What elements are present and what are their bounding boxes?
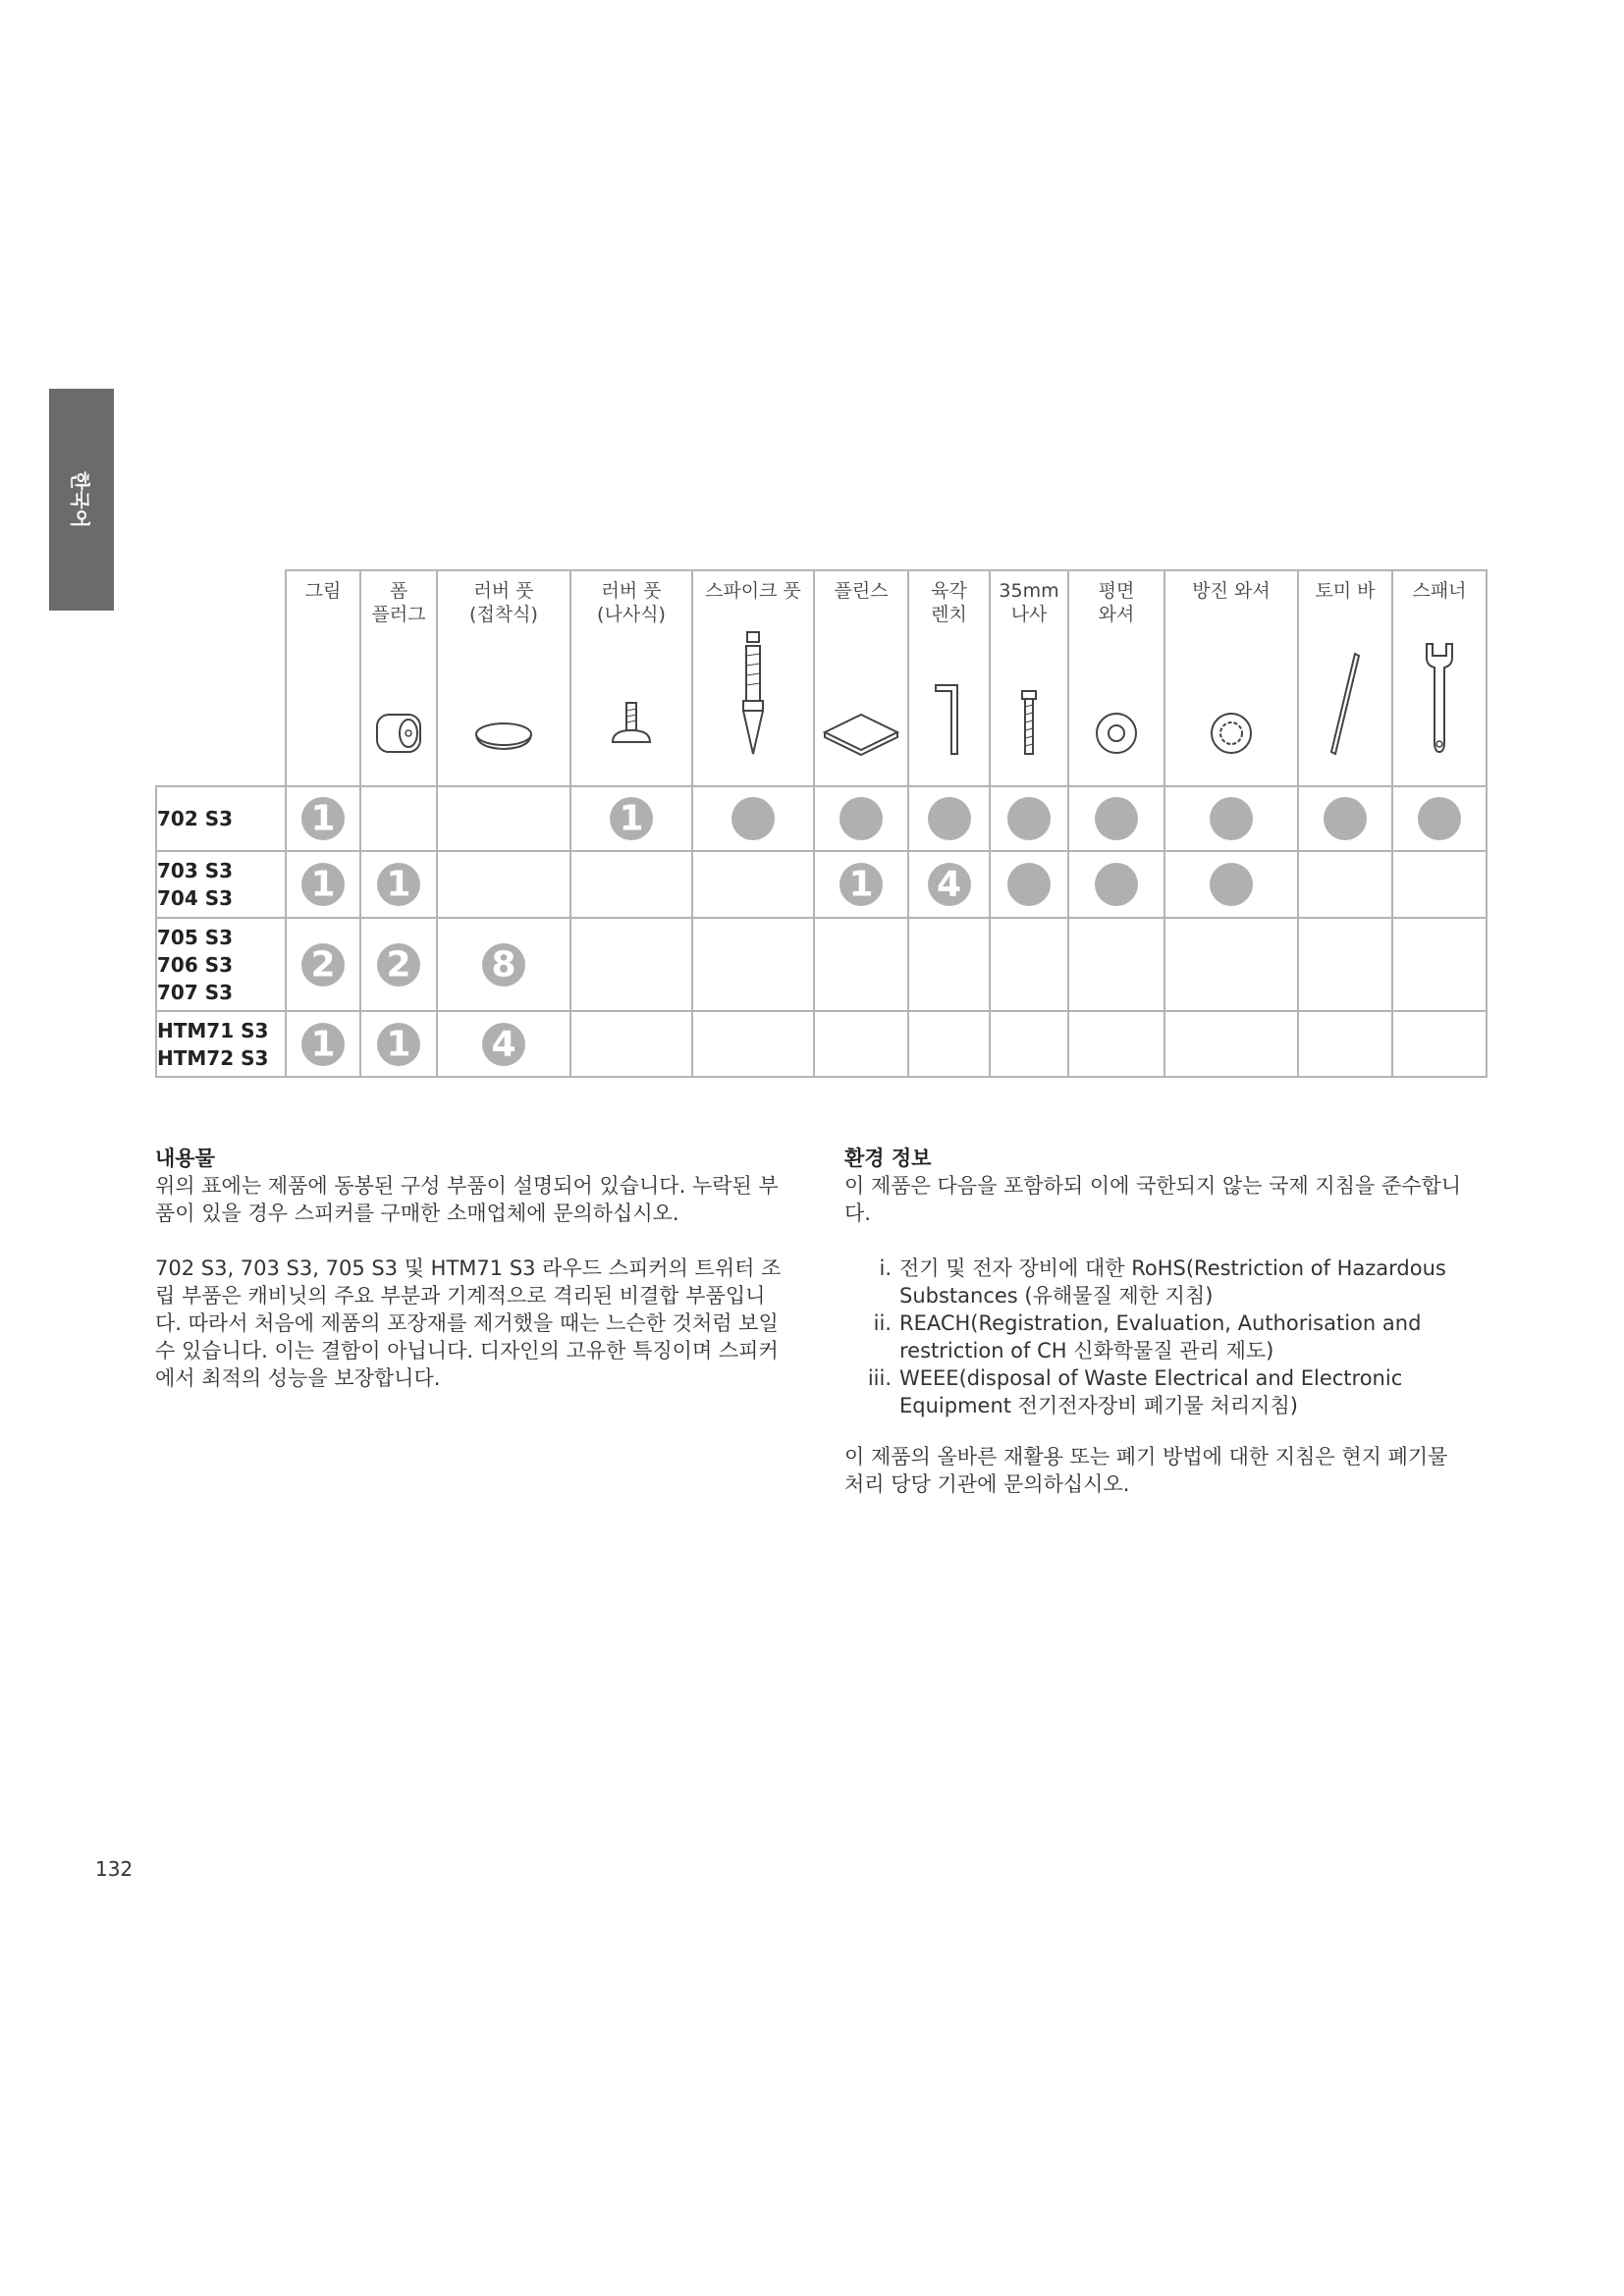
rubber-foot-screw-icon	[607, 699, 656, 758]
quantity-cell	[908, 851, 990, 918]
quantity-value: 4	[619, 864, 644, 905]
quantity-cell	[437, 1011, 570, 1077]
table-row	[156, 786, 1487, 851]
environment-title: 환경 정보	[844, 1147, 932, 1170]
screw-35mm-icon	[1014, 689, 1044, 758]
quantity-cell	[814, 918, 908, 1011]
parts-table-header-row	[156, 570, 1487, 786]
quantity-value: 1	[386, 864, 411, 905]
header-rubber-foot-screw: 러버 풋 (나사식)	[570, 570, 692, 786]
quantity-value: 4	[491, 1024, 516, 1064]
quantity-value: 8	[491, 944, 516, 985]
quantity-cell	[1164, 786, 1298, 851]
quantity-dot	[1095, 797, 1138, 840]
rubber-foot-adhesive-icon	[469, 719, 538, 758]
quantity-dot	[928, 797, 971, 840]
quantity-cell	[1392, 851, 1487, 918]
figure-number: 1	[310, 864, 336, 905]
environment-outro: 이 제품의 올바른 재활용 또는 폐기 방법에 대한 지침은 현지 폐기물 처리 당당 기관에 문의하십시오.	[844, 1445, 1448, 1496]
model-cell: HTM71 S3 HTM72 S3	[156, 1011, 286, 1077]
quantity-dot	[1095, 863, 1138, 906]
quantity-value: 4	[936, 864, 962, 905]
quantity-cell	[570, 918, 692, 1011]
environment-intro: 이 제품은 다음을 포함하되 이에 국한되지 않는 국제 지침을 준수합니다.	[844, 1174, 1462, 1225]
quantity-cell	[990, 918, 1068, 1011]
header-tommy-bar: 토미 바	[1298, 570, 1392, 786]
quantity-value: 1	[386, 1024, 411, 1064]
directive-list	[844, 1255, 1473, 1419]
figure-cell	[286, 1011, 360, 1077]
foam-plug-icon	[369, 709, 428, 758]
quantity-cell	[814, 1011, 908, 1077]
quantity-cell	[360, 786, 437, 851]
quantity-cell	[1068, 918, 1164, 1011]
quantity-cell	[1068, 1011, 1164, 1077]
contents-title: 내용물	[155, 1147, 215, 1170]
quantity-cell	[437, 786, 570, 851]
quantity-cell	[570, 786, 692, 851]
quantity-dot	[839, 797, 883, 840]
quantity-cell	[570, 1011, 692, 1077]
model-cell: 702 S3	[156, 786, 286, 851]
quantity-cell	[908, 786, 990, 851]
quantity-cell	[692, 918, 814, 1011]
quantity-cell	[1392, 918, 1487, 1011]
quantity-value: 1	[848, 864, 874, 905]
header-anti-vibration-washer: 방진 와셔	[1164, 570, 1298, 786]
model-cell: 703 S3 704 S3	[156, 851, 286, 918]
quantity-dot	[1418, 797, 1461, 840]
spanner-icon	[1415, 640, 1464, 758]
quantity-cell	[990, 1011, 1068, 1077]
hex-wrench-icon	[930, 679, 969, 758]
quantity-cell	[360, 1011, 437, 1077]
language-tab-label: 한국어	[68, 471, 92, 528]
header-foam-plug: 폼 플러그	[360, 570, 437, 786]
quantity-cell	[908, 1011, 990, 1077]
header-spike-foot: 스파이크 풋	[692, 570, 814, 786]
quantity-cell	[814, 786, 908, 851]
quantity-dot	[1210, 863, 1253, 906]
contents-paragraph-2: 702 S3, 703 S3, 705 S3 및 HTM71 S3 라우드 스피커의 트위터 조립 부품은 캐비닛의 주요 부분과 기계적으로 격리된 비결합 부품입니다. 따라서 처음에 제품의 포장재를 제거했을 때는 느슨한 것처럼 보일 수 있습니다. 이는 결함이 아닙니다. 디자인의 고유한 특징이며 스피커에서 최적의 성능을 보장합니다.	[155, 1256, 782, 1390]
quantity-cell	[1298, 918, 1392, 1011]
figure-cell	[286, 851, 360, 918]
quantity-cell	[360, 918, 437, 1011]
spike-foot-icon	[733, 630, 773, 758]
contents-section	[155, 1145, 784, 1392]
quantity-value: 2	[386, 944, 411, 985]
quantity-cell	[1298, 786, 1392, 851]
quantity-cell	[1392, 786, 1487, 851]
quantity-value: 1	[491, 798, 516, 839]
quantity-value: 4	[740, 864, 766, 905]
quantity-cell	[1164, 1011, 1298, 1077]
plinth-icon	[817, 709, 905, 758]
header-hex-wrench: 육각 렌치	[908, 570, 990, 786]
quantity-cell	[1298, 1011, 1392, 1077]
quantity-cell	[437, 851, 570, 918]
page-number: 132	[95, 1857, 134, 1881]
model-cell: 705 S3 706 S3 707 S3	[156, 918, 286, 1011]
quantity-dot	[1324, 797, 1367, 840]
quantity-dot	[731, 797, 775, 840]
quantity-cell	[1164, 851, 1298, 918]
flat-washer-icon	[1092, 709, 1141, 758]
figure-cell	[286, 918, 360, 1011]
quantity-dot	[1007, 797, 1051, 840]
quantity-cell	[360, 851, 437, 918]
anti-vibration-washer-icon	[1207, 709, 1256, 758]
header-flat-washer: 평면 와셔	[1068, 570, 1164, 786]
table-row	[156, 851, 1487, 918]
tommy-bar-icon	[1326, 650, 1365, 758]
figure-number: 1	[310, 798, 336, 839]
header-plinth: 플린스	[814, 570, 908, 786]
quantity-cell	[990, 786, 1068, 851]
figure-cell	[286, 786, 360, 851]
quantity-value: 1	[619, 798, 644, 839]
language-tab	[49, 389, 114, 611]
figure-number: 1	[310, 1024, 336, 1064]
table-row	[156, 918, 1487, 1011]
quantity-cell	[990, 851, 1068, 918]
quantity-dot	[1007, 863, 1051, 906]
header-rubber-foot-adhesive: 러버 풋 (접착식)	[437, 570, 570, 786]
environment-section	[844, 1145, 1473, 1498]
quantity-cell	[1068, 851, 1164, 918]
quantity-cell	[1298, 851, 1392, 918]
header-figure: 그림	[286, 570, 360, 786]
directive-item-reach: ii. REACH(Registration, Evaluation, Authorisation and restriction of CH 신화학물질 관리 제도)	[873, 1311, 1422, 1362]
quantity-cell	[692, 1011, 814, 1077]
quantity-cell	[1392, 1011, 1487, 1077]
quantity-cell	[570, 851, 692, 918]
quantity-cell	[908, 918, 990, 1011]
figure-number: 2	[310, 944, 336, 985]
table-row	[156, 1011, 1487, 1077]
quantity-cell	[1164, 918, 1298, 1011]
table-corner	[156, 570, 286, 786]
directive-item-rohs: i. 전기 및 전자 장비에 대한 RoHS(Restriction of Hazardous Substances (유해물질 제한 지침)	[879, 1256, 1446, 1308]
contents-paragraph-1: 위의 표에는 제품에 동봉된 구성 부품이 설명되어 있습니다. 누락된 부품이 있을 경우 스피커를 구매한 소매업체에 문의하십시오.	[155, 1174, 779, 1225]
directive-item-weee: iii. WEEE(disposal of Waste Electrical and Electronic Equipment 전기전자장비 폐기물 처리지침)	[867, 1366, 1403, 1417]
header-screw-35mm: 35mm 나사	[990, 570, 1068, 786]
quantity-cell	[437, 918, 570, 1011]
quantity-cell	[692, 786, 814, 851]
quantity-cell	[692, 851, 814, 918]
quantity-cell	[814, 851, 908, 918]
quantity-dot	[1210, 797, 1253, 840]
header-spanner: 스패너	[1392, 570, 1487, 786]
quantity-cell	[1068, 786, 1164, 851]
parts-table	[155, 569, 1488, 1078]
